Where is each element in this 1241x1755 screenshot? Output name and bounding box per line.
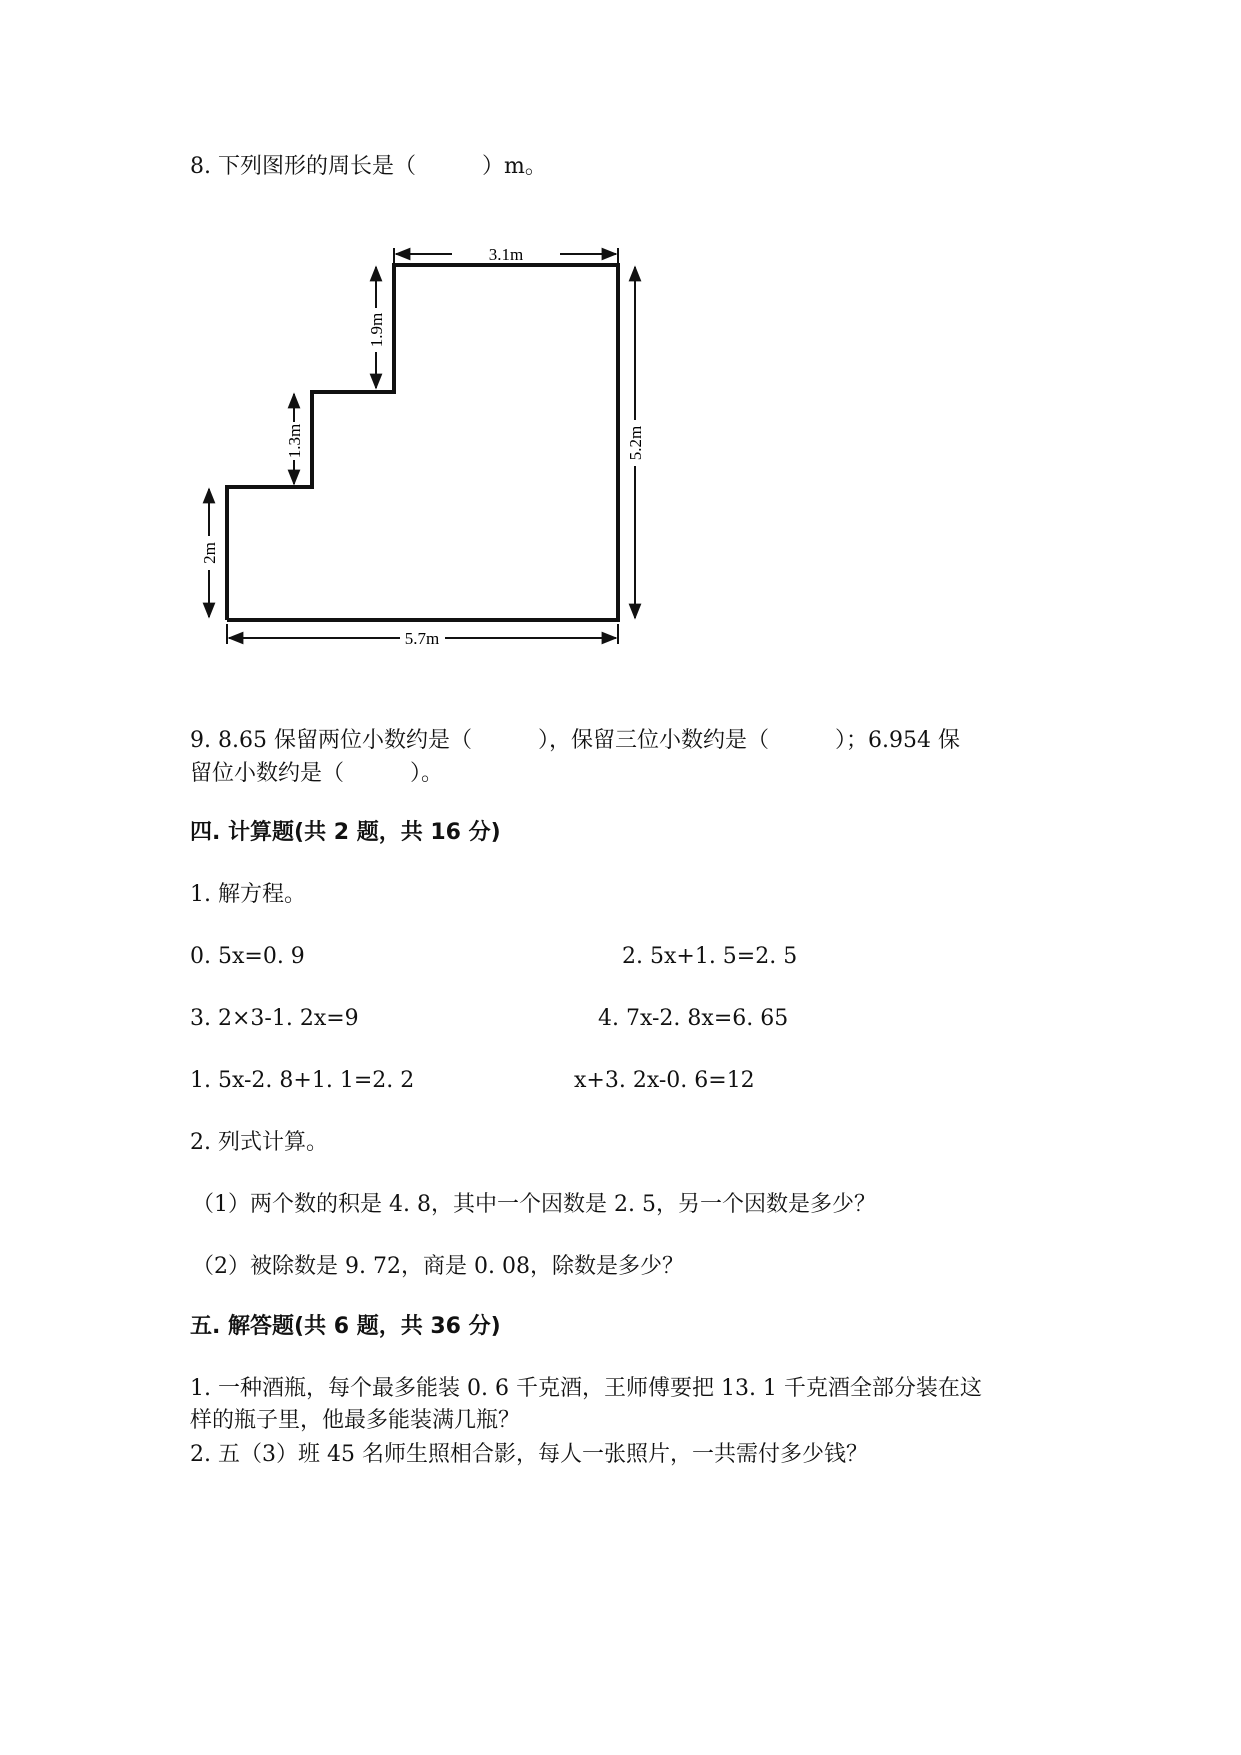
section-4-title: 四. 计算题(共 2 题，共 16 分) [190, 820, 501, 845]
section-5-q1-line-2: 样的瓶子里，他最多能装满几瓶？ [190, 1408, 521, 1433]
dim-left-label: 2m [200, 542, 219, 564]
section-4-q1-label: 1. 解方程。 [190, 882, 306, 907]
equation-1: 0. 5x=0. 9 [190, 944, 305, 969]
dim-middle-step-label: 1.3m [285, 423, 304, 459]
section-4-q2-item-1: （1）两个数的积是 4. 8，其中一个因数是 2. 5，另一个因数是多少？ [192, 1192, 876, 1217]
section-5-title: 五. 解答题(共 6 题，共 36 分) [190, 1314, 501, 1339]
dim-bottom-label: 5.7m [404, 629, 440, 648]
dim-upper-step-label: 1.9m [367, 312, 386, 348]
equation-4: 4. 7x-2. 8x=6. 65 [598, 1006, 789, 1031]
stepped-figure-diagram [190, 230, 650, 660]
equation-3: 3. 2×3-1. 2x=9 [190, 1006, 359, 1031]
question-8: 8. 下列图形的周长是（ ）m。 [190, 154, 547, 179]
question-9-line-2: 留位小数约是（ ）。 [190, 761, 444, 786]
dim-top-label: 3.1m [488, 245, 524, 264]
section-5-q2: 2. 五（3）班 45 名师生照相合影，每人一张照片，一共需付多少钱？ [190, 1442, 868, 1467]
equation-5: 1. 5x-2. 8+1. 1=2. 2 [190, 1068, 415, 1093]
section-4-q2-label: 2. 列式计算。 [190, 1130, 328, 1155]
equation-2: 2. 5x+1. 5=2. 5 [622, 944, 798, 969]
equation-6: x+3. 2x-0. 6=12 [574, 1068, 755, 1093]
section-5-q1-line-1: 1. 一种酒瓶，每个最多能装 0. 6 千克酒，王师傅要把 13. 1 千克酒全部分装在这 [190, 1376, 982, 1401]
section-4-q2-item-2: （2）被除数是 9. 72，商是 0. 08，除数是多少？ [192, 1254, 684, 1279]
question-9-line-1: 9. 8.65 保留两位小数约是（ ），保留三位小数约是（ ）；6.954 保 [190, 728, 960, 753]
dim-right-label: 5.2m [626, 425, 645, 461]
